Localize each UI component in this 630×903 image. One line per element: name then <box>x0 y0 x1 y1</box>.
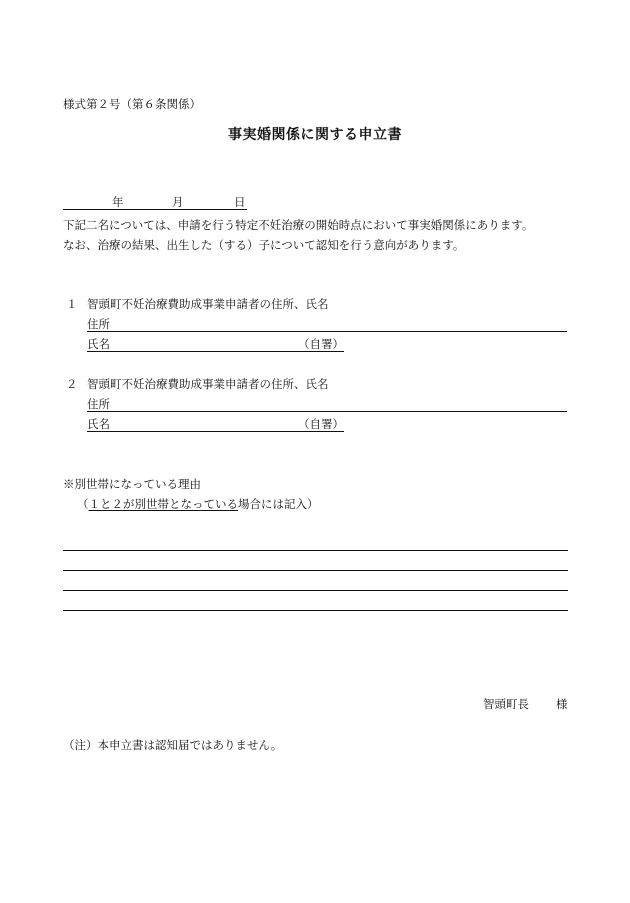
form-label: 様式第２号（第６条関係） <box>63 97 201 111</box>
applicant-1-heading: 智頭町不妊治療費助成事業申請者の住所、氏名 <box>87 297 329 311</box>
applicant-2-name-field[interactable] <box>87 417 344 432</box>
reason-write-line-2[interactable] <box>63 570 568 571</box>
applicant-2-name-label: 氏名 <box>87 417 110 431</box>
date-day-label: 日 <box>234 195 246 209</box>
reason-note-rest: 場合には記入） <box>238 497 319 511</box>
applicant-2-heading: 智頭町不妊治療費助成事業申請者の住所、氏名 <box>87 377 329 391</box>
applicant-1-signature-label: （自署） <box>298 337 344 351</box>
reason-write-line-4[interactable] <box>63 610 568 611</box>
applicant-1-name-label: 氏名 <box>87 337 110 351</box>
reason-note-condition: １と２が別世帯となっている <box>88 497 238 511</box>
date-field[interactable] <box>63 195 247 210</box>
addressee-honorific: 様 <box>556 697 568 711</box>
page-title: 事実婚関係に関する申立書 <box>228 127 402 143</box>
applicant-2-address-field[interactable] <box>87 397 567 412</box>
reason-note-open: （ <box>77 497 89 511</box>
reason-write-line-1[interactable] <box>63 550 568 551</box>
statement-line-2: なお、治療の結果、出生した（する）子について認知を行う意向があります。 <box>63 238 465 252</box>
applicant-1-number: １ <box>66 297 78 311</box>
applicant-2-signature-label: （自署） <box>298 417 344 431</box>
applicant-1-name-field[interactable] <box>87 337 344 352</box>
reason-heading: ※別世帯になっている理由 <box>63 477 201 491</box>
reason-write-line-3[interactable] <box>63 590 568 591</box>
applicant-2-address-label: 住所 <box>87 397 110 411</box>
footnote: （注）本申立書は認知届ではありません。 <box>63 738 283 752</box>
date-year-label: 年 <box>112 195 124 209</box>
date-month-label: 月 <box>172 195 184 209</box>
statement-line-1: 下記二名については、申請を行う特定不妊治療の開始時点において事実婚関係にあります。 <box>63 218 534 232</box>
applicant-1-address-field[interactable] <box>87 317 567 332</box>
reason-note <box>77 497 319 511</box>
applicant-2-number: ２ <box>66 377 78 391</box>
addressee-name: 智頭町長 <box>483 697 529 711</box>
applicant-1-address-label: 住所 <box>87 317 110 331</box>
